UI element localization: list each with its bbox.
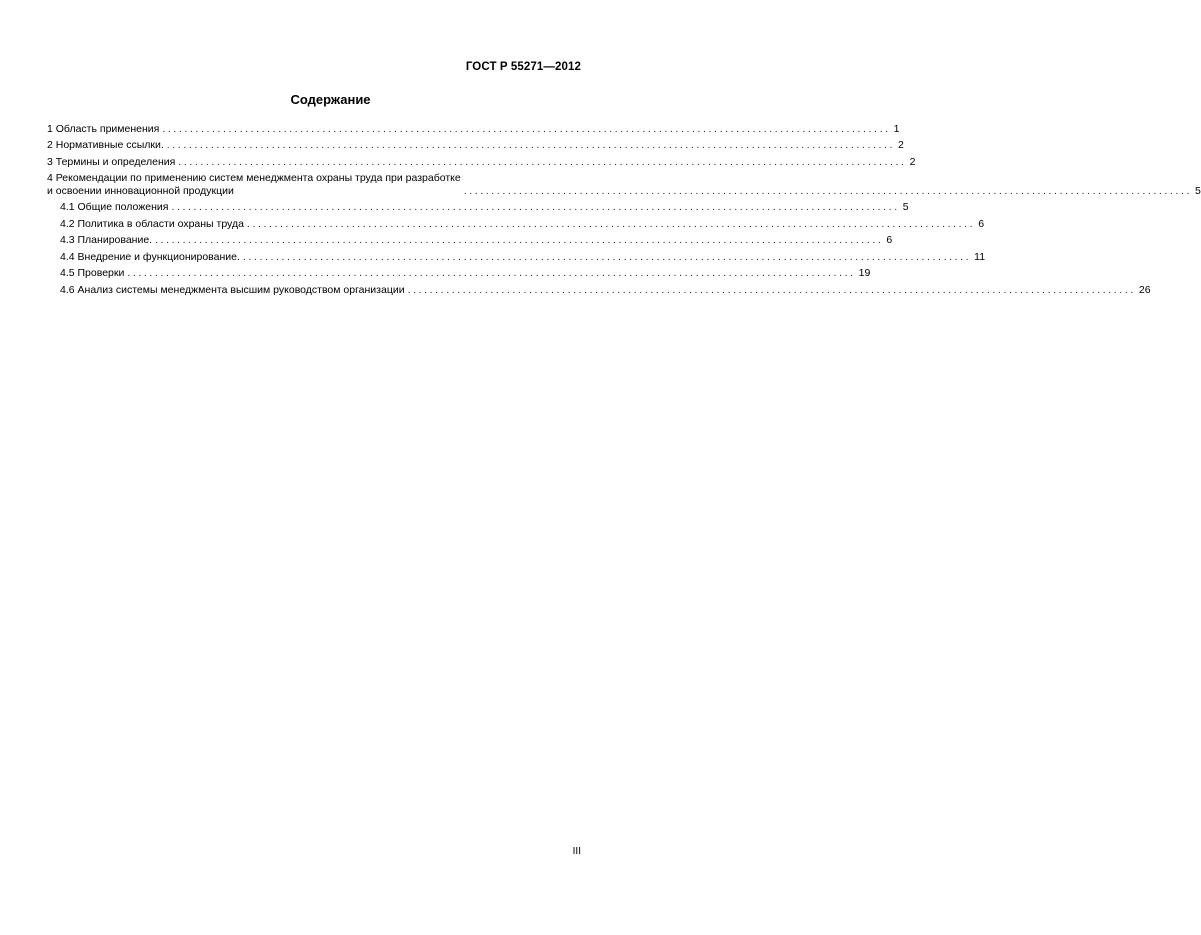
toc-entry-4-2[interactable] bbox=[47, 214, 985, 231]
toc-entry-1[interactable] bbox=[47, 119, 900, 136]
toc-entry-4[interactable] bbox=[47, 169, 1201, 198]
toc-entry-2[interactable] bbox=[47, 136, 904, 153]
toc-page-number: 19 bbox=[858, 267, 871, 279]
toc-entry-title: 4.4 Внедрение и функционирование. bbox=[60, 250, 240, 263]
document-code: ГОСТ Р 55271—2012 bbox=[465, 61, 581, 73]
toc-page-number: 6 bbox=[886, 234, 893, 246]
toc-entry-4-6[interactable] bbox=[47, 280, 1151, 297]
dot-leader: .................................................................................................................................... bbox=[463, 184, 1192, 197]
toc-entry-title: 2 Нормативные ссылки. bbox=[47, 139, 164, 151]
dot-leader: .................................................................................................................................... bbox=[155, 234, 884, 246]
table-of-contents bbox=[47, 119, 1201, 297]
toc-entry-title-line1: 4 Рекомендации по применению систем менеджмента охраны труда при разработке bbox=[47, 171, 461, 184]
toc-entry-title: 4.3 Планирование. bbox=[60, 234, 153, 246]
toc-entry-4-5[interactable] bbox=[47, 264, 871, 281]
toc-page-number: 5 bbox=[902, 201, 909, 213]
dot-leader: .................................................................................................................................... bbox=[162, 122, 891, 135]
dot-leader: .................................................................................................................................... bbox=[127, 267, 856, 279]
dot-leader: .................................................................................................................................... bbox=[178, 155, 907, 168]
toc-entry-title: 4.5 Проверки bbox=[60, 267, 125, 279]
dot-leader: .................................................................................................................................... bbox=[171, 201, 900, 213]
toc-entry-title: 4.6 Анализ системы менеджмента высшим руководством организации bbox=[60, 283, 405, 296]
toc-entry-title-line2: и освоении инновационной продукции bbox=[47, 184, 234, 197]
toc-entry-title: 1 Область применения bbox=[47, 122, 160, 135]
toc-entry-title: 4.2 Политика в области охраны труда bbox=[60, 217, 244, 230]
toc-entry-4-4[interactable] bbox=[47, 247, 986, 264]
toc-page-number: 26 bbox=[1138, 283, 1151, 296]
toc-page-number: 5 bbox=[1194, 184, 1201, 197]
dot-leader: .................................................................................................................................... bbox=[407, 283, 1136, 296]
toc-entry-title bbox=[47, 172, 461, 198]
toc-page-number: 11 bbox=[974, 250, 986, 263]
dot-leader: .................................................................................................................................... bbox=[166, 139, 896, 151]
dot-leader: .................................................................................................................................... bbox=[246, 217, 976, 230]
toc-entry-4-1[interactable] bbox=[47, 198, 909, 215]
toc-entry-title: 4.1 Общие положения bbox=[60, 201, 169, 213]
page-number: III bbox=[572, 846, 581, 857]
dot-leader: .................................................................................................................................... bbox=[242, 250, 972, 263]
toc-entry-3[interactable] bbox=[47, 152, 916, 169]
toc-page-number: 2 bbox=[898, 139, 904, 151]
toc-page-number: 6 bbox=[978, 217, 985, 230]
toc-page-number: 1 bbox=[893, 122, 900, 135]
toc-entry-title: 3 Термины и определения bbox=[47, 155, 176, 168]
toc-title: Содержание bbox=[290, 92, 371, 107]
toc-page-number: 2 bbox=[909, 155, 916, 168]
toc-entry-4-3[interactable] bbox=[47, 231, 893, 248]
